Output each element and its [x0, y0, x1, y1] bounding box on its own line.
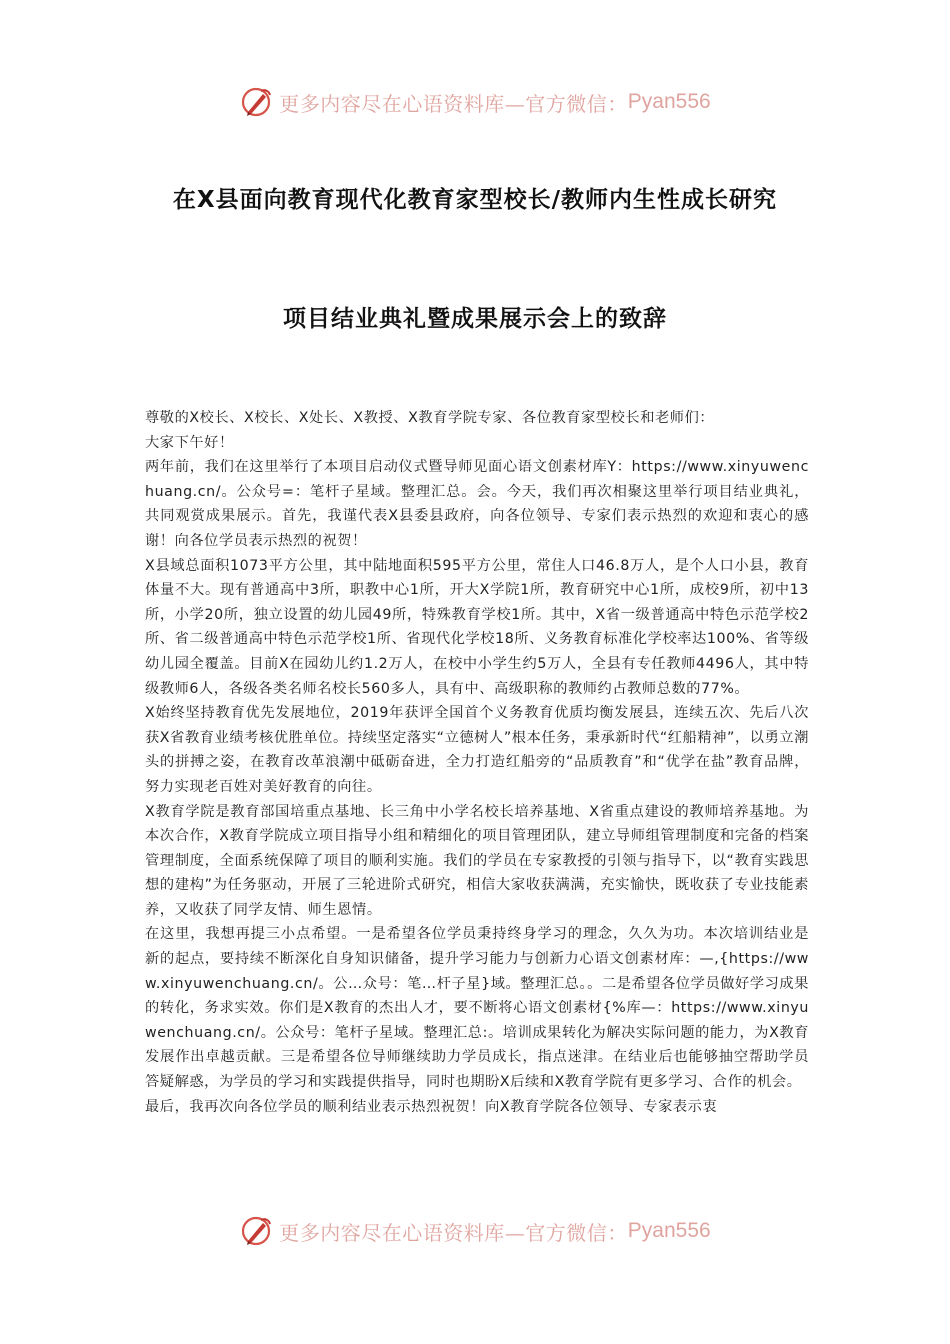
watermark-account: Pyan556 — [627, 1219, 711, 1242]
pen-logo-icon — [239, 85, 273, 119]
watermark-header — [0, 82, 950, 122]
watermark-account: Pyan556 — [627, 90, 711, 113]
paragraph-institute: X教育学院是教育部国培重点基地、长三角中小学名校长培养基地、X省重点建设的教师培养基地。为本次合作，X教育学院成立项目指导小组和精细化的项目管理团队，建立导师组管理制度和完备的档案管理制度，全面系统保障了项目的顺利实施。我们的学员在专家教授的引领与指导下，以“教育实践思想的建构”为任务驱动，开展了三轮进阶式研究，相信大家收获满满，充实愉快，既收获了专业技能素养，又收获了同学友情、师生恩情。 — [145, 803, 809, 918]
document-title-line2: 项目结业典礼暨成果展示会上的致辞 — [283, 306, 667, 332]
pen-logo-icon — [239, 1214, 273, 1248]
watermark-text: 更多内容尽在心语资料库—官方微信： — [279, 1220, 628, 1245]
paragraph-opening: 两年前，我们在这里举行了本项目启动仪式暨导师见面心语文创素材库Y：https://www.xinyuwenchuang.cn/。公众号=：笔杆子星域。整理汇总。会。今天，我们再次相聚这里举行项目结业典礼，共同观赏成果展示。首先，我谨代表X县委县政府，向各位领导、专家们表示热烈的欢迎和衷心的感谢！向各位学员表示热烈的祝贺！ — [145, 459, 809, 549]
document-title-line1: 在X县面向教育现代化教育家型校长/教师内生性成长研究 — [172, 187, 778, 213]
paragraph-closing: 最后，我再次向各位学员的顺利结业表示热烈祝贺！向X教育学院各位领导、专家表示衷 — [145, 1098, 718, 1115]
paragraph-salutation: 尊敬的X校长、X校长、X处长、X教授、X教育学院专家、各位教育家型校长和老师们： — [145, 410, 715, 426]
paragraph-greeting: 大家下午好！ — [145, 434, 234, 451]
watermark-footer — [0, 1211, 950, 1251]
paragraph-hopes: 在这里，我想再提三小点希望。一是希望各位学员秉持终身学习的理念，久久为功。本次培训结业是新的起点，要持续不断深化自身知识储备，提升学习能力与创新力心语文创素材库：—,{https://www.xinyuwenchuang.cn/。公…众号：笔…杆子星}域。整理汇总。。二是希望各位学员做好学习成果的转化，务求实效。你们是X教育的杰出人才，要不断将心语文创素材{%库—：https://www.xinyuwenchuang.cn/。公众号：笔杆子星域。整理汇总:。培训成果转化为解决实际问题的能力，为X教育发展作出卓越贡献。三是希望各位导师继续助力学员成长，指点迷津。在结业后也能够抽空帮助学员答疑解惑，为学员的学习和实践提供指导，同时也期盼X后续和X教育学院有更多学习、合作的机会。 — [145, 926, 809, 1091]
paragraph-county-overview: X县域总面积1073平方公里，其中陆地面积595平方公里，常住人口46.8万人，是个人口小县，教育体量不大。现有普通高中3所，职教中心1所，开大X学院1所，教育研究中心1所，成校9所，初中13所，小学20所，独立设置的幼儿园49所，特殊教育学校1所。其中，X省一级普通高中特色示范学校2所、省二级普通高中特色示范学校1所、省现代化学校18所、义务教育标准化学校率达100%、省等级幼儿园全覆盖。目前X在园幼儿约1.2万人，在校中小学生约5万人，全县有专任教师4496人，其中特级教师6人，各级各类名师名校长560多人，具有中、高级职称的教师约占教师总数的77%。 — [145, 557, 809, 697]
document-body — [145, 406, 809, 1119]
watermark-text: 更多内容尽在心语资料库—官方微信： — [279, 91, 628, 116]
paragraph-education-priority: X始终坚持教育优先发展地位，2019年获评全国首个义务教育优质均衡发展县，连续五次、先后八次获X省教育业绩考核优胜单位。持续坚定落实“立德树人”根本任务，秉承新时代“红船精神”，以勇立潮头的拼搏之姿，在教育改革浪潮中砥砺奋进，全力打造红船旁的“品质教育”和“优学在盐”教育品牌，努力实现老百姓对美好教育的向往。 — [145, 705, 809, 795]
